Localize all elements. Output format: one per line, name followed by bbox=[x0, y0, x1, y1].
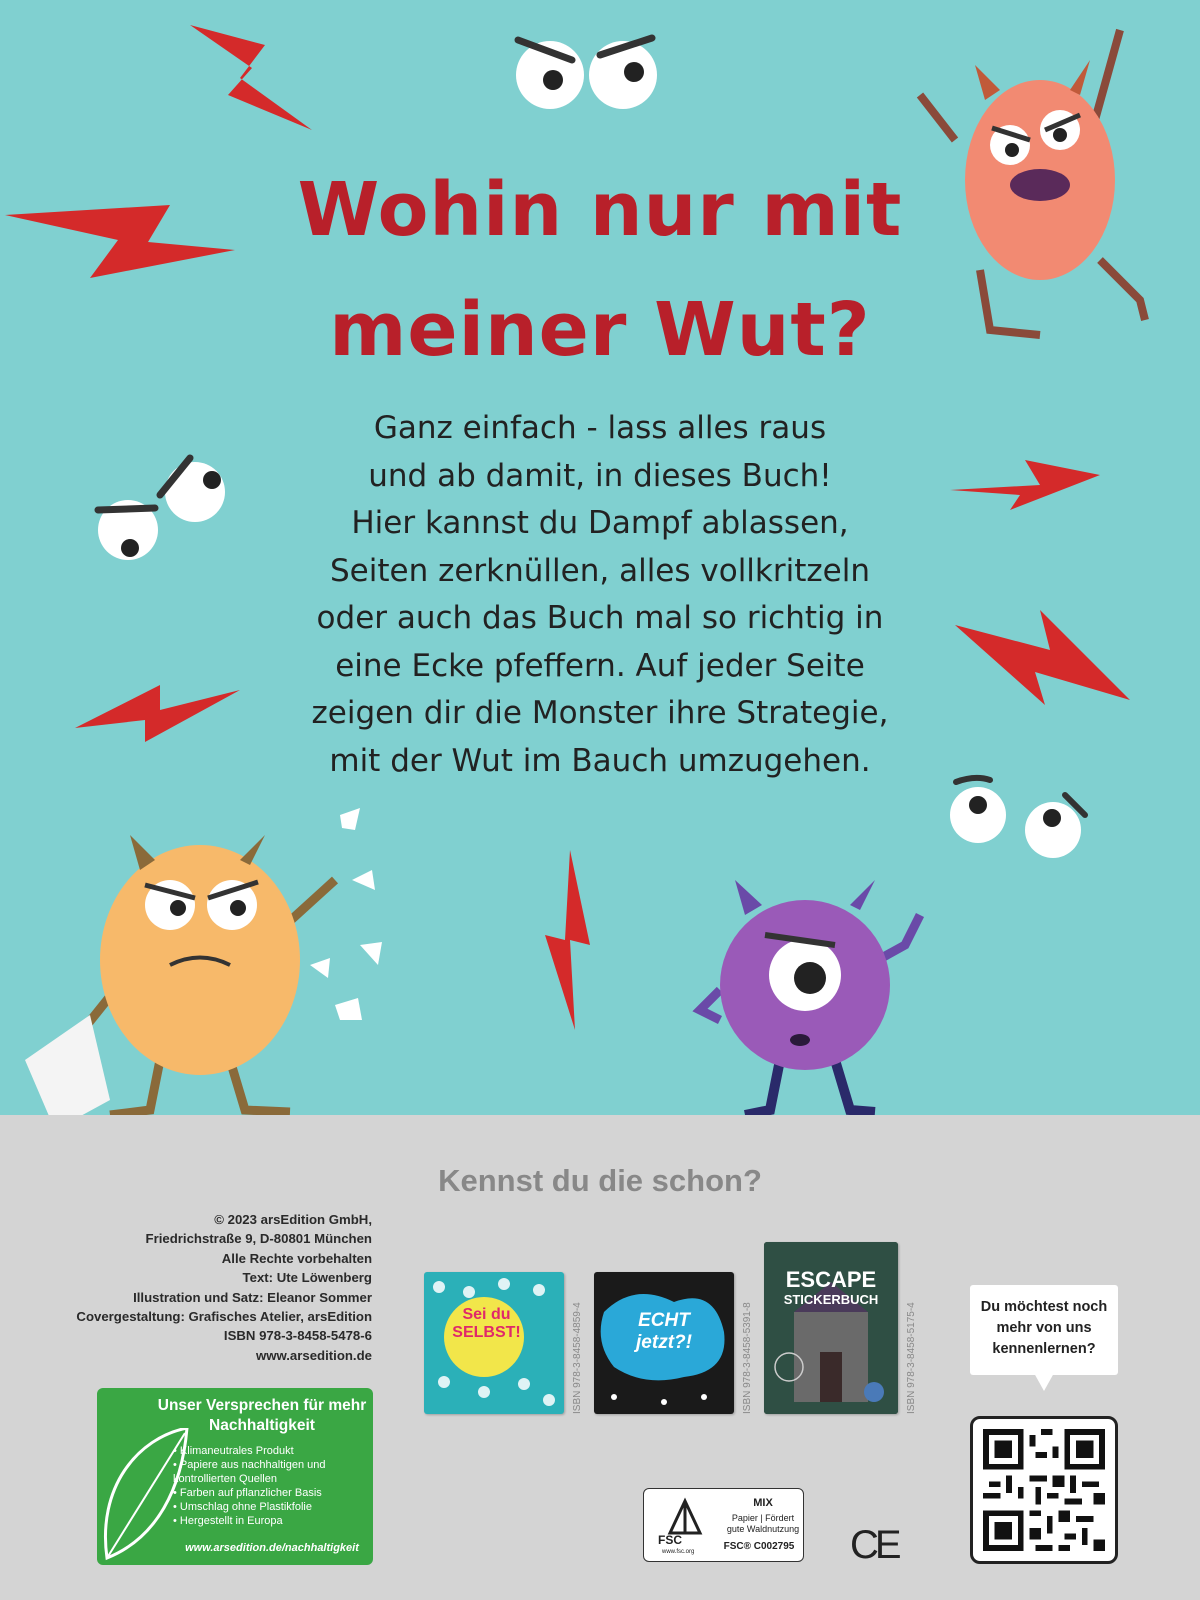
book-cover-escape-stickerbuch[interactable] bbox=[764, 1242, 898, 1414]
fsc-code: FSC® C002795 bbox=[723, 1541, 795, 1552]
qr-code[interactable] bbox=[970, 1416, 1118, 1564]
sustainability-item: • Papiere aus nachhaltigen und kontrollierten Quellen bbox=[173, 1458, 369, 1486]
lightning-bolt-icon bbox=[950, 460, 1100, 510]
book-title-line: STICKERBUCH bbox=[783, 1292, 879, 1307]
intro-line: Hier kannst du Dampf ablassen, bbox=[351, 505, 849, 541]
intro-line: Ganz einfach - lass alles raus bbox=[373, 410, 827, 446]
book-title-text bbox=[770, 1268, 892, 1307]
section-heading: Kennst du die schon? bbox=[438, 1163, 762, 1198]
lightning-bolt-icon bbox=[75, 685, 240, 742]
sustainability-item: • Umschlag ohne Plastikfolie bbox=[173, 1500, 369, 1514]
book-title bbox=[240, 150, 960, 390]
credit-line: Covergestaltung: Grafisches Atelier, arsEdition bbox=[76, 1309, 372, 1325]
book-isbn: ISBN 978-3-8458-5175-4 bbox=[906, 1302, 917, 1414]
intro-line: mit der Wut im Bauch umzugehen. bbox=[329, 742, 871, 779]
angry-eyes-icon bbox=[98, 458, 225, 560]
book-title-line: SELBST! bbox=[452, 1324, 521, 1341]
credit-line: Alle Rechte vorbehalten bbox=[221, 1250, 372, 1266]
fsc-label bbox=[643, 1488, 804, 1562]
credit-line: Text: Ute Löwenberg bbox=[242, 1270, 372, 1286]
speech-bubble bbox=[970, 1285, 1118, 1375]
book-isbn: ISBN 978-3-8458-4859-4 bbox=[572, 1302, 583, 1414]
sustainability-item: • Hergestellt in Europa bbox=[173, 1514, 369, 1528]
purple-monster-icon bbox=[700, 880, 920, 1115]
imprint-credits bbox=[40, 1210, 372, 1365]
intro-line: zeigen dir die Monster ihre Strategie, bbox=[311, 695, 889, 731]
credit-line: Friedrichstraße 9, D-80801 München bbox=[145, 1231, 372, 1247]
intro-line: und ab damit, in dieses Buch! bbox=[368, 457, 832, 494]
sustainability-item: • Klimaneutrales Produkt bbox=[173, 1444, 369, 1458]
book-title-line: ECHT bbox=[638, 1310, 690, 1331]
credit-line: Illustration und Satz: Eleanor Sommer bbox=[133, 1289, 372, 1305]
credit-line[interactable]: www.arsedition.de bbox=[255, 1347, 372, 1363]
title-line: meiner Wut? bbox=[329, 287, 871, 373]
worried-eyes-icon bbox=[950, 778, 1085, 858]
book-title-text bbox=[449, 1306, 524, 1342]
qr-prompt-text: Du möchtest noch mehr von uns kennenlernen? bbox=[980, 1299, 1108, 1357]
qr-code-icon bbox=[983, 1429, 1105, 1551]
intro-line: oder auch das Buch mal so richtig in bbox=[316, 600, 884, 636]
book-title-line: ESCAPE bbox=[785, 1267, 877, 1292]
book-cover-sei-du-selbst[interactable] bbox=[424, 1272, 564, 1414]
sustainability-list bbox=[173, 1444, 369, 1528]
lightning-bolt-icon bbox=[190, 25, 312, 130]
title-line: Wohin nur mit bbox=[297, 167, 903, 253]
sustainability-item: • Farben auf pflanzlicher Basis bbox=[173, 1486, 369, 1500]
book-isbn: ISBN 978-3-8458-5391-8 bbox=[742, 1302, 753, 1414]
fsc-description: Papier | Fördert gute Waldnutzung bbox=[726, 1513, 800, 1534]
angry-eyes-icon bbox=[516, 38, 657, 109]
book-cover-echt-jetzt[interactable] bbox=[594, 1272, 734, 1414]
sustainability-title: Unser Versprechen für mehr Nachhaltigkeit bbox=[157, 1397, 367, 1434]
sustainability-link[interactable]: www.arsedition.de/nachhaltigkeit bbox=[185, 1542, 359, 1554]
fsc-mix: MIX bbox=[753, 1497, 773, 1509]
orange-monster-icon bbox=[25, 835, 335, 1115]
book-title-line: Sei du bbox=[462, 1306, 511, 1323]
credit-line: © 2023 arsEdition GmbH, bbox=[214, 1212, 372, 1227]
fsc-text: FSC bbox=[658, 1533, 682, 1547]
sustainability-box bbox=[97, 1388, 373, 1565]
lightning-bolt-icon bbox=[545, 850, 590, 1030]
book-title-line: jetzt?! bbox=[636, 1332, 692, 1353]
paper-scraps-icon bbox=[310, 808, 382, 1020]
ce-mark-icon: CE bbox=[850, 1523, 898, 1567]
lightning-bolt-icon bbox=[5, 205, 235, 278]
intro-line: Seiten zerknüllen, alles vollkritzeln bbox=[330, 552, 870, 589]
intro-text bbox=[250, 405, 950, 785]
intro-line: eine Ecke pfeffern. Auf jeder Seite bbox=[335, 647, 865, 684]
fsc-url: www.fsc.org bbox=[662, 1549, 695, 1555]
lightning-bolt-icon bbox=[955, 610, 1130, 705]
credit-line: ISBN 978-3-8458-5478-6 bbox=[223, 1328, 372, 1344]
flamingo-pattern-icon bbox=[424, 1272, 564, 1414]
book-title-text bbox=[614, 1310, 714, 1354]
